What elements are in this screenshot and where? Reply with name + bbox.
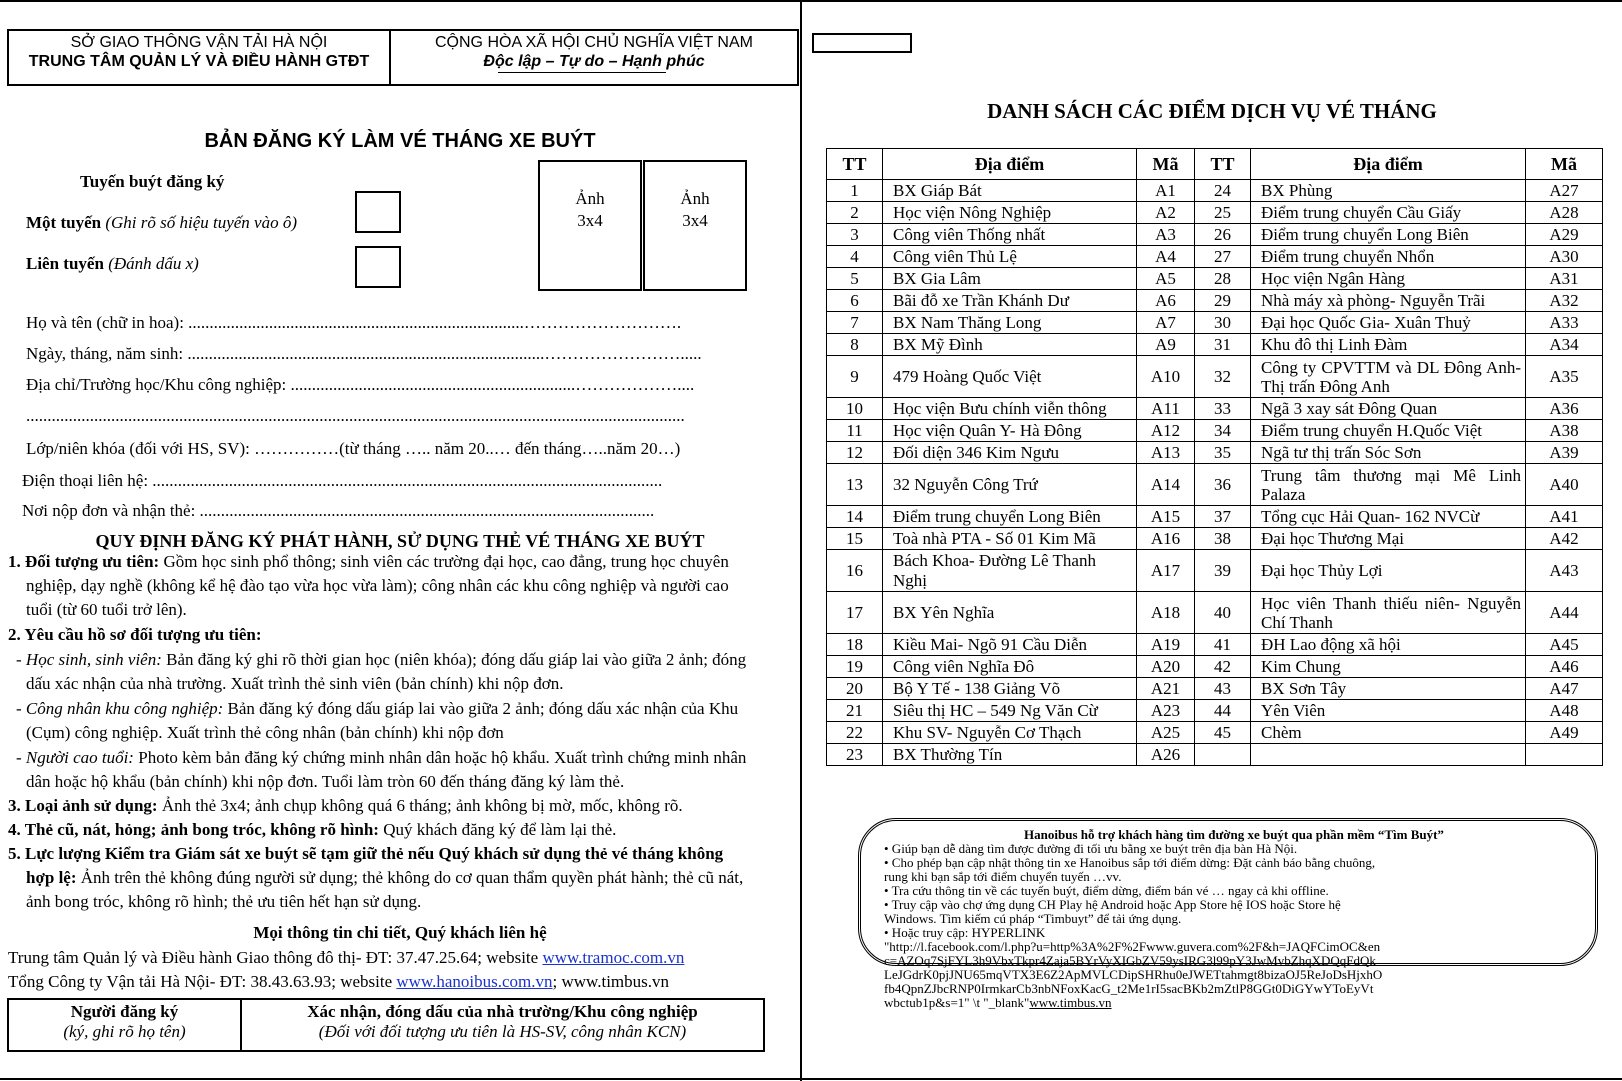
rule-2a-line2: dấu xác nhận của nhà trường. Xuất trình thẻ sinh viên (bản chính) khi nộp đơn. (26, 674, 564, 693)
row-code-right: A31 (1526, 268, 1603, 290)
photo-1-label: Ảnh (575, 189, 605, 208)
row-code-left: A25 (1137, 722, 1195, 744)
row-code-left: A20 (1137, 656, 1195, 678)
row-location-left: 479 Hoàng Quốc Việt (883, 356, 1137, 398)
table-row (827, 356, 1603, 398)
row-tt-right (1195, 744, 1251, 766)
table-row (827, 202, 1603, 224)
row-tt-left: 5 (827, 268, 883, 290)
row-tt-right: 36 (1195, 464, 1251, 506)
row-tt-right: 44 (1195, 700, 1251, 722)
photo-1-size: 3x4 (577, 211, 603, 230)
signature-col-registrant[interactable] (9, 1002, 240, 1042)
row-location-left: BX Yên Nghĩa (883, 592, 1137, 634)
hanoibus-url-4: fb4QpnZJbcRNP0IrmkarCb3nbNFoxKacG_t2Me1rI5sacBKb2mZtlP8GGt0DiGYwYToEyVt (884, 981, 1374, 996)
row-location-right: Chèm (1251, 722, 1526, 744)
rule-1-head: 1. Đối tượng ưu tiên: (8, 552, 160, 571)
row-tt-right: 30 (1195, 312, 1251, 334)
row-tt-right: 28 (1195, 268, 1251, 290)
row-code-left: A9 (1137, 334, 1195, 356)
timbus-link[interactable]: www.timbus.vn (1029, 995, 1112, 1010)
contact-line-2 (8, 972, 669, 992)
row-location-right: Yên Viên (1251, 700, 1526, 722)
motto-underline (498, 72, 666, 73)
row-tt-right: 25 (1195, 202, 1251, 224)
row-tt-left: 20 (827, 678, 883, 700)
rule-2a-line1: Bản đăng ký ghi rõ thời gian học (niên khóa); đóng dấu giáp lai vào giữa 2 ảnh; đóng (166, 650, 747, 669)
row-location-left: Học viện Quân Y- Hà Đông (883, 420, 1137, 442)
page-border-bottom (0, 1078, 1622, 1080)
table-row (827, 398, 1603, 420)
multi-route-row (26, 254, 199, 274)
row-location-left: Đối diện 346 Kim Ngưu (883, 442, 1137, 464)
service-table-body (827, 180, 1603, 766)
rule-2c (16, 748, 746, 768)
row-code-left: A23 (1137, 700, 1195, 722)
row-tt-left: 14 (827, 506, 883, 528)
hanoibus-url-2: c=AZOq7SjFYL3h9VbxTkpr4Zaja5BYrVyXIGbZV59ysIRG3l99pY3JwMvbZhqXDQqFdQk (884, 953, 1376, 968)
contact-tramoc-text: Trung tâm Quản lý và Điều hành Giao thông đô thị- ĐT: 37.47.25.64; website (8, 948, 543, 967)
row-location-right: Điểm trung chuyển H.Quốc Việt (1251, 420, 1526, 442)
header-org-line2: TRUNG TÂM QUẢN LÝ VÀ ĐIỀU HÀNH GTĐT (28, 53, 370, 70)
row-location-right: Ngã tư thị trấn Sóc Sơn (1251, 442, 1526, 464)
row-tt-left: 18 (827, 634, 883, 656)
service-points-table (826, 148, 1603, 766)
rule-4 (8, 820, 616, 840)
hanoibus-title: Hanoibus hỗ trợ khách hàng tìm đường xe buýt qua phần mềm “Tìm Buýt” (1024, 827, 1444, 842)
form-title: BẢN ĐĂNG KÝ LÀM VÉ THÁNG XE BUÝT (204, 130, 596, 152)
row-code-right: A29 (1526, 224, 1603, 246)
table-row (827, 180, 1603, 202)
row-location-right: BX Sơn Tây (1251, 678, 1526, 700)
header-org-line1: SỞ GIAO THÔNG VẬN TẢI HÀ NỘI (70, 34, 328, 51)
row-tt-left: 23 (827, 744, 883, 766)
page-fold-divider (800, 0, 802, 1081)
header-nation (391, 33, 797, 71)
hanoibus-content (884, 828, 1584, 1010)
row-code-left: A6 (1137, 290, 1195, 312)
row-code-right: A32 (1526, 290, 1603, 312)
row-tt-left: 22 (827, 722, 883, 744)
row-code-left: A14 (1137, 464, 1195, 506)
rule-2a-head: - Học sinh, sinh viên: (16, 650, 162, 669)
rule-2c-line2: dân hoặc hộ khẩu (bản chính) khi nộp đơn. Tuổi làm tròn 60 đến tháng đăng ký làm thẻ. (26, 772, 625, 791)
contact-hanoibus-text: Tổng Công ty Vận tải Hà Nội- ĐT: 38.43.63.93; website (8, 972, 397, 991)
row-code-left: A15 (1137, 506, 1195, 528)
hanoibus-url-3: LeJGdrK0pjJNU65mqVTX3E6Z2ApMVLCDipSHRhu0eJWETtahmgt8bizaOJ5ReJoDsHjxhO (884, 967, 1383, 982)
rule-3-text: Ảnh thẻ 3x4; ảnh chụp không quá 6 tháng; ảnh không bị mờ, mốc, không rõ. (161, 796, 683, 815)
row-code-left: A1 (1137, 180, 1195, 202)
one-route-row (26, 213, 297, 233)
row-location-left: Siêu thị HC – 549 Ng Văn Cừ (883, 700, 1137, 722)
row-tt-left: 10 (827, 398, 883, 420)
row-location-left: Bách Khoa- Đường Lê Thanh Nghị (883, 550, 1137, 592)
table-row (827, 312, 1603, 334)
row-location-right: Đại học Thương Mại (1251, 528, 1526, 550)
photo-2-label: Ảnh (680, 189, 710, 208)
photo-box-2 (643, 160, 747, 291)
rule-2c-line1: Photo kèm bản đăng ký chứng minh nhân dân hoặc hộ khẩu. Xuất trình chứng minh nhân (138, 748, 747, 767)
row-location-left: BX Thường Tín (883, 744, 1137, 766)
row-tt-right: 35 (1195, 442, 1251, 464)
row-location-right: Ngã 3 xay sát Đông Quan (1251, 398, 1526, 420)
rule-1 (8, 552, 729, 572)
contact-line-1 (8, 948, 684, 968)
hanoibus-bullet-5: • Hoặc truy cập: HYPERLINK (884, 925, 1046, 940)
rule-2b-line1: Bản đăng ký đóng dấu giáp lai vào giữa 2 ảnh; đóng dấu xác nhận của Khu (227, 699, 739, 718)
row-tt-right: 41 (1195, 634, 1251, 656)
row-tt-left: 6 (827, 290, 883, 312)
row-location-right: Công ty CPVTTM và DL Đông Anh- Thị trấn Đông Anh (1251, 356, 1526, 398)
table-row (827, 634, 1603, 656)
registrant-title: Người đăng ký (70, 1002, 179, 1021)
row-code-right: A46 (1526, 656, 1603, 678)
header-nation-line1: CỘNG HÒA XÃ HỘI CHỦ NGHĨA VIỆT NAM (435, 34, 753, 51)
table-row (827, 528, 1603, 550)
row-tt-right: 39 (1195, 550, 1251, 592)
row-tt-left: 11 (827, 420, 883, 442)
row-tt-left: 3 (827, 224, 883, 246)
row-tt-left: 21 (827, 700, 883, 722)
row-code-right: A42 (1526, 528, 1603, 550)
rule-5-head2: hợp lệ: (26, 868, 77, 887)
row-code-right: A39 (1526, 442, 1603, 464)
row-code-left: A3 (1137, 224, 1195, 246)
table-row (827, 420, 1603, 442)
row-location-left: Học viện Bưu chính viễn thông (883, 398, 1137, 420)
row-location-right: Điểm trung chuyển Cầu Giấy (1251, 202, 1526, 224)
rule-5-line2: ảnh bong tróc, không rõ hình; thẻ ưu tiên hết hạn sử dụng. (26, 892, 422, 911)
service-title: DANH SÁCH CÁC ĐIỂM DỊCH VỤ VÉ THÁNG (987, 99, 1437, 123)
row-location-left: Kiều Mai- Ngõ 91 Cầu Diễn (883, 634, 1137, 656)
row-code-right: A47 (1526, 678, 1603, 700)
row-location-left: Toà nhà PTA - Số 01 Kim Mã (883, 528, 1137, 550)
one-route-label: Một tuyến (26, 213, 102, 232)
row-tt-left: 9 (827, 356, 883, 398)
table-row (827, 722, 1603, 744)
table-row (827, 268, 1603, 290)
hanoibus-url-5-text: wbctub1p&s=1" \t "_blank" (884, 995, 1030, 1010)
row-code-right: A44 (1526, 592, 1603, 634)
row-code-right: A45 (1526, 634, 1603, 656)
rule-5-text1: Ảnh trên thẻ không đúng người sử dụng; thẻ không do cơ quan thẩm quyền phát hành; thẻ cũ nát, (80, 868, 744, 887)
row-code-right: A41 (1526, 506, 1603, 528)
header-org (9, 33, 389, 71)
row-tt-left: 12 (827, 442, 883, 464)
row-tt-right: 31 (1195, 334, 1251, 356)
col-header-tt-2: TT (1195, 149, 1251, 180)
row-tt-right: 43 (1195, 678, 1251, 700)
row-location-right: Đại học Thủy Lợi (1251, 550, 1526, 592)
confirmation-title: Xác nhận, đóng dấu của nhà trường/Khu công nghiệp (307, 1002, 698, 1021)
col-header-code-2: Mã (1526, 149, 1603, 180)
table-row (827, 464, 1603, 506)
row-code-right: A36 (1526, 398, 1603, 420)
table-row (827, 334, 1603, 356)
photo-box-1 (538, 160, 642, 291)
row-tt-left: 15 (827, 528, 883, 550)
row-code-left: A16 (1137, 528, 1195, 550)
row-location-right: ĐH Lao động xã hội (1251, 634, 1526, 656)
row-tt-right: 26 (1195, 224, 1251, 246)
table-row (827, 656, 1603, 678)
table-header-row (827, 149, 1603, 180)
row-code-left: A13 (1137, 442, 1195, 464)
tramoc-link[interactable]: www.tramoc.com.vn (542, 948, 685, 967)
registrant-sub: (ký, ghi rõ họ tên) (63, 1022, 186, 1041)
hanoibus-link[interactable]: www.hanoibus.com.vn (396, 972, 553, 991)
table-row (827, 592, 1603, 634)
one-route-note: (Ghi rõ số hiệu tuyến vào ô) (105, 213, 298, 232)
header-motto: Độc lập – Tự do – Hạnh phúc (483, 53, 705, 70)
row-code-left: A10 (1137, 356, 1195, 398)
rules-title: QUY ĐỊNH ĐĂNG KÝ PHÁT HÀNH, SỬ DỤNG THẺ VÉ THÁNG XE BUÝT (95, 531, 705, 551)
row-location-left: Bãi đỗ xe Trần Khánh Dư (883, 290, 1137, 312)
row-tt-right: 40 (1195, 592, 1251, 634)
photo-2-size: 3x4 (682, 211, 708, 230)
row-tt-left: 13 (827, 464, 883, 506)
row-location-right: Điểm trung chuyển Nhổn (1251, 246, 1526, 268)
multi-route-checkbox[interactable] (355, 246, 401, 288)
table-row (827, 506, 1603, 528)
row-location-left: Bộ Y Tế - 138 Giảng Võ (883, 678, 1137, 700)
row-location-right: Tổng cục Hải Quan- 162 NVCừ (1251, 506, 1526, 528)
address-field-continued[interactable]: ........................................................................................................................................................... (26, 406, 685, 425)
rule-4-text: Quý khách đăng ký để làm lại thẻ. (383, 820, 617, 839)
rule-2-head: 2. Yêu cầu hồ sơ đối tượng ưu tiên: (8, 625, 262, 644)
row-code-right: A48 (1526, 700, 1603, 722)
multi-route-label: Liên tuyến (26, 254, 104, 273)
row-location-right: Trung tâm thương mại Mê Linh Palaza (1251, 464, 1526, 506)
row-location-left: Công viên Nghĩa Đô (883, 656, 1137, 678)
row-code-left: A21 (1137, 678, 1195, 700)
row-location-right: Nhà máy xà phòng- Nguyễn Trãi (1251, 290, 1526, 312)
hanoibus-bullet-4b: Windows. Tìm kiếm cú pháp “Timbuyt” để tải ứng dụng. (884, 911, 1182, 926)
table-row (827, 678, 1603, 700)
row-code-left: A17 (1137, 550, 1195, 592)
dob-field[interactable]: Ngày, tháng, năm sinh: ....................................................................................……………………..... (26, 344, 702, 363)
row-tt-right: 37 (1195, 506, 1251, 528)
row-location-left: BX Mỹ Đình (883, 334, 1137, 356)
row-tt-left: 17 (827, 592, 883, 634)
row-code-left: A11 (1137, 398, 1195, 420)
row-tt-right: 27 (1195, 246, 1251, 268)
row-location-right (1251, 744, 1526, 766)
row-tt-right: 24 (1195, 180, 1251, 202)
row-location-left: BX Giáp Bát (883, 180, 1137, 202)
row-location-left: Công viên Thống nhất (883, 224, 1137, 246)
row-code-left: A2 (1137, 202, 1195, 224)
row-tt-right: 45 (1195, 722, 1251, 744)
rule-2b-head: - Công nhân khu công nghiệp: (16, 699, 224, 718)
address-field[interactable]: Địa chỉ/Trường học/Khu công nghiệp: ...................................................................……………….... (26, 375, 695, 394)
rule-2b (16, 699, 738, 719)
confirmation-sub: (Đối với đối tượng ưu tiên là HS-SV, công nhân KCN) (318, 1022, 687, 1041)
table-row (827, 290, 1603, 312)
row-tt-right: 38 (1195, 528, 1251, 550)
rule-2c-head: - Người cao tuổi: (16, 748, 134, 767)
submit-place-field[interactable]: Nơi nộp đơn và nhận thẻ: ........................................................................................................... (22, 501, 655, 520)
row-code-right (1526, 744, 1603, 766)
rule-2b-line2: (Cụm) công nghiệp. Xuất trình thẻ công nhân (bản chính) khi nộp đơn (26, 723, 504, 742)
row-code-right: A40 (1526, 464, 1603, 506)
row-tt-right: 34 (1195, 420, 1251, 442)
row-location-right: BX Phùng (1251, 180, 1526, 202)
rule-1-line1: Gồm học sinh phổ thông; sinh viên các trường đại học, cao đẳng, trung học chuyên (163, 552, 729, 571)
row-tt-left: 1 (827, 180, 883, 202)
row-location-left: Điểm trung chuyển Long Biên (883, 506, 1137, 528)
row-code-right: A38 (1526, 420, 1603, 442)
table-row (827, 224, 1603, 246)
row-code-left: A18 (1137, 592, 1195, 634)
row-location-left: Công viên Thủ Lệ (883, 246, 1137, 268)
row-tt-left: 19 (827, 656, 883, 678)
hanoibus-url-1: "http://l.facebook.com/l.php?u=http%3A%2F%2Fwww.guvera.com%2F&h=JAQFCimOC&en (884, 939, 1381, 954)
table-row (827, 550, 1603, 592)
row-location-right: Học viên Thanh thiếu niên- Nguyễn Chí Thanh (1251, 592, 1526, 634)
row-tt-right: 29 (1195, 290, 1251, 312)
route-heading: Tuyến buýt đăng ký (80, 172, 225, 191)
one-route-box[interactable] (355, 191, 401, 233)
rule-2a (16, 650, 746, 670)
table-row (827, 744, 1603, 766)
rule-1-line2: nghiệp, dạy nghề (không kể hệ đào tạo vừa học vừa làm); công nhân các khu công nghiệp và người cao (26, 576, 729, 595)
rule-5-line1 (26, 868, 743, 888)
row-location-right: Khu đô thị Linh Đàm (1251, 334, 1526, 356)
multi-route-note: (Đánh dấu x) (108, 254, 199, 273)
hanoibus-url-5 (884, 996, 1584, 1010)
row-code-left: A26 (1137, 744, 1195, 766)
row-code-right: A43 (1526, 550, 1603, 592)
row-location-left: Học viện Nông Nghiệp (883, 202, 1137, 224)
row-tt-left: 4 (827, 246, 883, 268)
row-code-left: A4 (1137, 246, 1195, 268)
row-code-right: A35 (1526, 356, 1603, 398)
row-code-right: A34 (1526, 334, 1603, 356)
row-code-left: A19 (1137, 634, 1195, 656)
col-header-code-1: Mã (1137, 149, 1195, 180)
contact-title: Mọi thông tin chi tiết, Quý khách liên hệ (253, 923, 547, 942)
row-code-right: A27 (1526, 180, 1603, 202)
row-location-right: Học viện Ngân Hàng (1251, 268, 1526, 290)
row-location-right: Đại học Quốc Gia- Xuân Thuỷ (1251, 312, 1526, 334)
row-tt-left: 7 (827, 312, 883, 334)
row-code-right: A33 (1526, 312, 1603, 334)
row-tt-right: 33 (1195, 398, 1251, 420)
table-row (827, 700, 1603, 722)
rule-3 (8, 796, 683, 816)
rule-5-head: 5. Lực lượng Kiểm tra Giám sát xe buýt sẽ tạm giữ thẻ nếu Quý khách sử dụng thẻ vé tháng không (8, 844, 724, 863)
row-code-left: A12 (1137, 420, 1195, 442)
rule-4-head: 4. Thẻ cũ, nát, hỏng; ảnh bong tróc, không rõ hình: (8, 820, 379, 839)
class-field[interactable]: Lớp/niên khóa (đối với HS, SV): ……………(từ tháng ….. năm 20..… đến tháng…..năm 20…) (26, 439, 681, 458)
col-header-tt-1: TT (827, 149, 883, 180)
hanoibus-bullet-4a: • Truy cập vào chợ ứng dụng CH Play hệ Android hoặc App Store hệ IOS hoặc Store hệ (884, 897, 1341, 912)
hanoibus-bullet-2b: rung khi bạn sắp tới điểm chuyển tuyến …vv. (884, 869, 1122, 884)
col-header-location-1: Địa điểm (883, 149, 1137, 180)
row-code-left: A5 (1137, 268, 1195, 290)
signature-col-confirmation[interactable] (242, 1002, 763, 1042)
row-location-left: Khu SV- Nguyễn Cơ Thạch (883, 722, 1137, 744)
table-row (827, 246, 1603, 268)
row-tt-left: 16 (827, 550, 883, 592)
phone-field[interactable]: Điện thoại liên hệ: ........................................................................................................................ (22, 471, 663, 490)
row-location-right: Kim Chung (1251, 656, 1526, 678)
row-code-right: A49 (1526, 722, 1603, 744)
row-location-left: BX Nam Thăng Long (883, 312, 1137, 334)
row-location-right: Điểm trung chuyển Long Biên (1251, 224, 1526, 246)
rule-3-head: 3. Loại ảnh sử dụng: (8, 796, 158, 815)
row-tt-left: 8 (827, 334, 883, 356)
hanoibus-bullet-2a: • Cho phép bạn cập nhật thông tin xe Hanoibus sắp tới điểm dừng: Đặt cảnh báo bằng chuông, (884, 855, 1376, 870)
row-tt-right: 32 (1195, 356, 1251, 398)
hanoibus-bullet-3: • Tra cứu thông tin về các tuyến buýt, điểm dừng, điểm bán vé … ngay cả khi offline. (884, 883, 1329, 898)
name-field[interactable]: Họ và tên (chữ in hoa): ...............................................................................………………………. (26, 313, 682, 332)
rule-1-line3: tuổi (từ 60 tuổi trở lên). (26, 600, 187, 619)
col-header-location-2: Địa điểm (1251, 149, 1526, 180)
row-location-left: BX Gia Lâm (883, 268, 1137, 290)
row-code-right: A30 (1526, 246, 1603, 268)
row-code-right: A28 (1526, 202, 1603, 224)
contact-timbus-text: ; www.timbus.vn (552, 972, 670, 991)
code-box[interactable] (812, 33, 912, 53)
row-location-left: 32 Nguyễn Công Trứ (883, 464, 1137, 506)
hanoibus-bullet-1: • Giúp bạn dễ dàng tìm được đường đi tối ưu bằng xe buýt trên địa bàn Hà Nội. (884, 841, 1298, 856)
row-tt-right: 42 (1195, 656, 1251, 678)
page-border-top (0, 0, 1622, 2)
table-row (827, 442, 1603, 464)
row-tt-left: 2 (827, 202, 883, 224)
row-code-left: A7 (1137, 312, 1195, 334)
